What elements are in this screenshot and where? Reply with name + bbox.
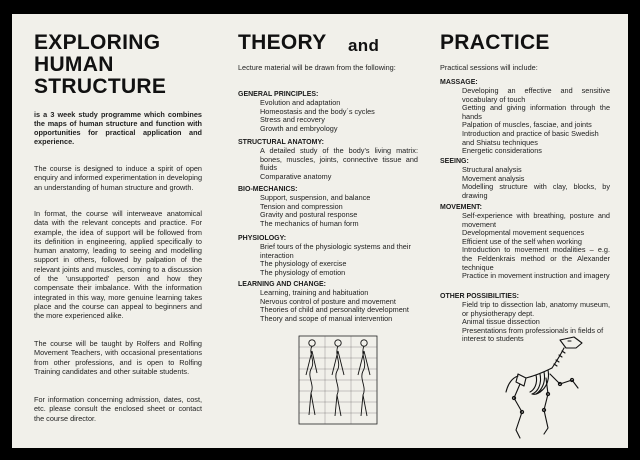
section-items [238, 194, 418, 228]
practice-intro: Practical sessions will include: [440, 63, 538, 72]
list-item: Introduction and practice of basic Swedish and Shiatsu techniques [462, 128, 599, 147]
title-theory: THEORY [238, 31, 327, 54]
title-theory-and [238, 32, 418, 54]
list-item: Getting and giving information through the hands [462, 103, 610, 121]
section-items [238, 289, 418, 323]
list-item: Animal tissue dissection [462, 317, 540, 327]
list-item: Self-experience with breathing, posture and movement [462, 211, 610, 229]
paragraph-purpose: The course is designed to induce a spirit of open enquiry and informed experimentation in developing an understanding of human structure and growth. [34, 164, 202, 192]
list-item: Palpation of muscles, fasciae, and joints [462, 120, 592, 130]
list-item: Modelling structure with clay, blocks, by drawing [462, 182, 610, 200]
title-and: and [348, 36, 380, 55]
list-item: Growth and embryology [260, 123, 338, 133]
list-item: Developmental movement sequences [462, 228, 585, 238]
section-heading: MOVEMENT: [440, 204, 482, 211]
section-items [440, 212, 610, 281]
section-heading: STRUCTURAL ANATOMY: [238, 139, 324, 146]
paragraph-contact: For information concerning admission, dates, cost, etc. please consult the enclosed sheet or contact the course director. [34, 395, 202, 423]
list-item: Stress and recovery [260, 115, 325, 125]
title-line: HUMAN [34, 53, 114, 76]
list-item: Field trip to dissection lab, anatomy museum, or physiotherapy dept. [462, 300, 610, 318]
posture-figures-illustration [298, 335, 378, 425]
section-heading: MASSAGE: [440, 79, 478, 86]
section-items [238, 147, 418, 181]
section-heading: LEARNING AND CHANGE: [238, 281, 327, 288]
brochure-sheet [12, 14, 628, 448]
title-line: STRUCTURE [34, 75, 167, 98]
column-theory [238, 14, 418, 448]
list-item: Theories of child and personality development [260, 305, 409, 315]
list-item: Developing an effective and sensitive vocabulary of touch [462, 86, 610, 104]
theory-intro: Lecture material will be drawn from the following: [238, 63, 396, 72]
list-item: Presentations from professionals in fields of interest to students [462, 325, 604, 344]
list-item: Evolution and adaptation [260, 98, 341, 107]
list-item: A detailed study of the body's living matrix: bones, muscles, joints, connective tissue and fluids [260, 146, 418, 173]
list-item: Practice in movement instruction and imagery [462, 271, 610, 281]
list-item: Comparative anatomy [260, 171, 332, 181]
section-items [238, 99, 418, 133]
list-item: Theory and scope of manual intervention [260, 313, 393, 323]
list-item: The physiology of emotion [260, 267, 346, 277]
section-heading: BIO-MECHANICS: [238, 186, 298, 193]
list-item: Energetic considerations [462, 146, 542, 156]
list-item: Nervous control of posture and movement [260, 296, 396, 306]
list-item: Structural analysis [462, 165, 522, 174]
title-line: EXPLORING [34, 31, 161, 54]
list-item: The mechanics of human form [260, 218, 359, 228]
list-item: Introduction to movement modalities – e.g. the Feldenkrais method or the Alexander technique [462, 245, 610, 272]
column-practice [440, 14, 610, 448]
list-item: Tension and compression [260, 201, 343, 211]
section-items [440, 87, 610, 156]
section-heading: SEEING: [440, 158, 469, 165]
list-item: Gravity and postural response [260, 210, 358, 220]
list-item: Support, suspension, and balance [260, 193, 371, 202]
column-exploring [34, 14, 202, 448]
title-practice: PRACTICE [440, 31, 550, 54]
list-item: Brief tours of the physiologic systems and their interaction [260, 242, 411, 260]
paragraph-format: In format, the course will interweave anatomical data with the relevant concepts and practice. For example, the idea of support will be followed from its definition in engineering, applied specifically to human anatomy, leading to seeing and modelling support in others, followed by palpation of the relevant joints and muscles, coming to a discussion of the 'unsupported' person and how they compensate their imbalance. With the information integrated in this way, more genuine learning takes place and the course can appeal to beginners and the more experienced alike. [34, 209, 202, 321]
list-item: Movement analysis [462, 173, 525, 183]
section-heading: GENERAL PRINCIPLES: [238, 91, 319, 98]
list-item: The physiology of exercise [260, 259, 347, 269]
section-heading: OTHER POSSIBILITIES: [440, 293, 519, 300]
section-items [238, 243, 418, 277]
paragraph-teachers: The course will be taught by Rolfers and Rolfing Movement Teachers, with occasional presentations from other professions, and is open to Rolfing Training candidates and other suitable students. [34, 339, 202, 376]
section-items [440, 166, 610, 200]
horse-skeleton-illustration [504, 334, 592, 444]
title-exploring-human-structure [34, 32, 202, 98]
list-item: Efficient use of the self when working [462, 236, 582, 246]
list-item: Learning, training and habituation [260, 288, 369, 297]
section-heading: PHYSIOLOGY: [238, 235, 287, 242]
list-item: Homeostasis and the body´s cycles [260, 106, 375, 116]
intro-paragraph: is a 3 week study programme which combines the maps of human structure and function with opportunities for practical application and experience. [34, 110, 202, 146]
